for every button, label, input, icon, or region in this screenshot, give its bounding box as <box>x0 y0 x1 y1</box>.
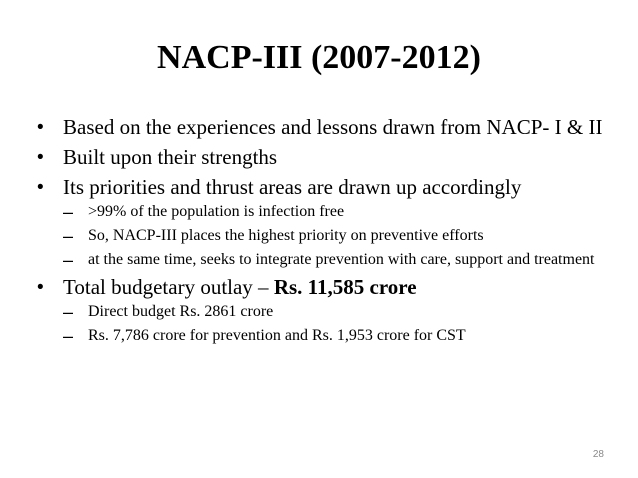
sub-bullet-marker: – <box>63 202 74 222</box>
bullet-item <box>37 146 603 169</box>
budget-amount: Rs. 11,585 crore <box>273 275 417 299</box>
sub-bullet-marker: – <box>63 302 74 322</box>
sub-bullet-text: So, NACP-III places the highest priority on preventive efforts <box>88 227 484 244</box>
sub-bullet-marker: – <box>63 326 74 346</box>
bullet-item <box>37 276 603 345</box>
sub-bullet-list <box>63 203 603 269</box>
bullet-text <box>63 276 603 299</box>
sub-bullet-marker: – <box>63 226 74 246</box>
sub-bullet-text: >99% of the population is infection free <box>88 203 345 220</box>
bullet-list <box>37 116 603 352</box>
bullet-text: Its priorities and thrust areas are drawn up accordingly <box>63 175 522 199</box>
bullet-item <box>37 176 603 269</box>
bullet-marker: • <box>37 277 44 298</box>
bullet-marker: • <box>37 147 44 168</box>
sub-bullet-marker: – <box>63 250 74 270</box>
sub-bullet-text: Rs. 7,786 crore for prevention and Rs. 1,953 crore for CST <box>88 327 466 344</box>
bullet-text: Based on the experiences and lessons drawn from NACP- I & II <box>63 115 603 139</box>
sub-bullet-item <box>63 203 603 221</box>
sub-bullet-item <box>63 251 603 269</box>
page-number: 28 <box>592 449 604 460</box>
bullet-marker: • <box>37 117 44 138</box>
sub-bullet-item <box>63 303 603 321</box>
sub-bullet-item <box>63 227 603 245</box>
sub-bullet-text: Direct budget Rs. 2861 crore <box>88 303 274 320</box>
bullet-text: Built upon their strengths <box>63 145 278 169</box>
sub-bullet-list <box>63 303 603 345</box>
sub-bullet-text: at the same time, seeks to integrate prevention with care, support and treatment <box>88 251 595 268</box>
budget-label: Total budgetary outlay – <box>63 275 274 299</box>
sub-bullet-item <box>63 327 603 345</box>
slide-title: NACP-III (2007-2012) <box>157 39 481 76</box>
bullet-item <box>37 116 603 139</box>
bullet-marker: • <box>37 177 44 198</box>
